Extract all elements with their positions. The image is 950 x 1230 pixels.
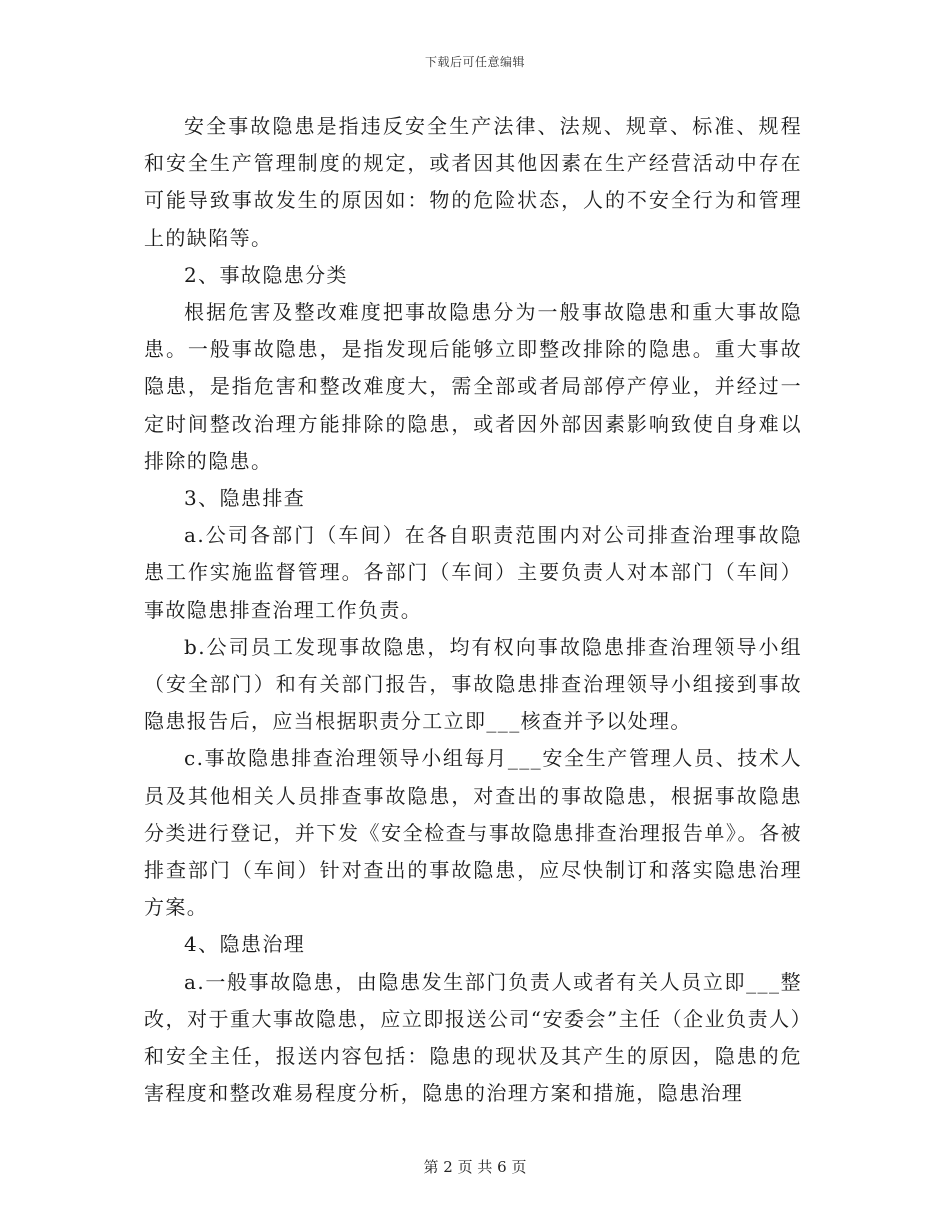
section-heading-governance: 4、隐患治理	[184, 932, 306, 957]
paragraph-inspection-c: c.事故隐患排查治理领导小组每月___安全生产管理人员、技术人员及其他相关人员排查事故隐患，对查出的事故隐患，根据事故隐患分类进行登记，并下发《安全检查与事故隐患排查治理报告单》。各被排查部门（车间）针对查出的事故隐患，应尽快制订和落实隐患治理方案。	[144, 746, 802, 920]
page-number: 第 2 页 共 6 页	[423, 1158, 527, 1176]
paragraph-classification: 根据危害及整改难度把事故隐患分为一般事故隐患和重大事故隐患。一般事故隐患，是指发现后能够立即整改排除的隐患。重大事故隐患，是指危害和整改难度大，需全部或者局部停产停业，并经过一定时间整改治理方能排除的隐患，或者因外部因素影响致使自身难以排除的隐患。	[144, 300, 802, 473]
page-header: 下载后可任意编辑	[424, 55, 525, 69]
paragraph-definition: 安全事故隐患是指违反安全生产法律、法规、规章、标准、规程和安全生产管理制度的规定，或者因其他因素在生产经营活动中存在可能导致事故发生的原因如：物的危险状态，人的不安全行为和管理上的缺陷等。	[144, 114, 802, 250]
paragraph-governance-a: a.一般事故隐患，由隐患发生部门负责人或者有关人员立即___整改，对于重大事故隐患，应立即报送公司“安委会”主任（企业负责人）和安全主任，报送内容包括：隐患的现状及其产生的原因，隐患的危害程度和整改难易程度分析，隐患的治理方案和措施，隐患治理	[144, 969, 802, 1106]
paragraph-inspection-a: a.公司各部门（车间）在各自职责范围内对公司排查治理事故隐患工作实施监督管理。各部门（车间）主要负责人对本部门（车间）事故隐患排查治理工作负责。	[144, 523, 802, 622]
section-heading-classification: 2、事故隐患分类	[184, 262, 348, 287]
section-heading-inspection: 3、隐患排查	[184, 486, 306, 511]
paragraph-inspection-b: b.公司员工发现事故隐患，均有权向事故隐患排查治理领导小组（安全部门）和有关部门报告，事故隐患排查治理领导小组接到事故隐患报告后，应当根据职责分工立即___核查并予以处理。	[144, 634, 802, 734]
document-body	[144, 108, 802, 1112]
